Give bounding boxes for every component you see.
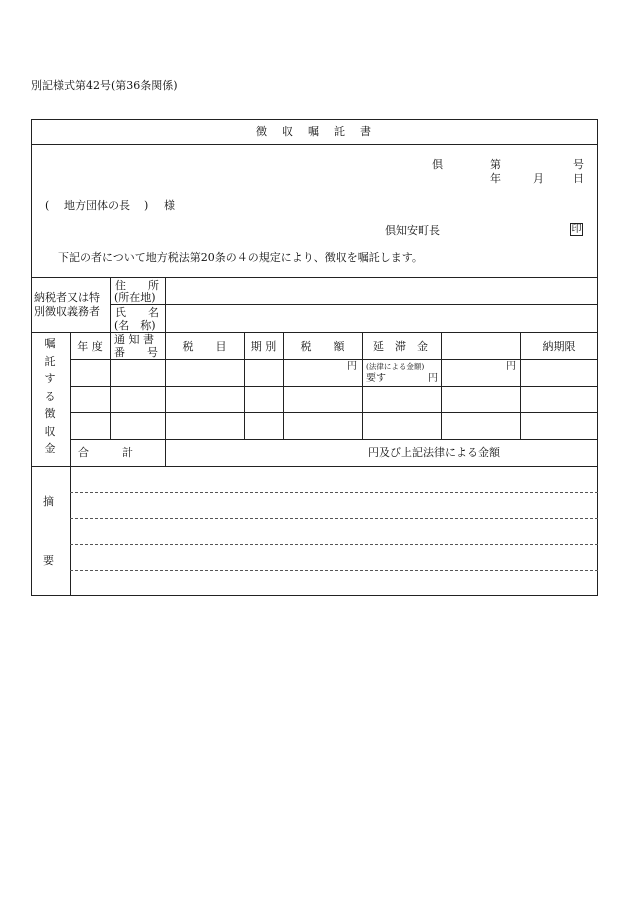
dai-char: 第	[490, 158, 501, 171]
form-title: 徴 収 嘱 託 書	[256, 125, 373, 138]
left-label-column-divider	[70, 332, 71, 596]
side-char-4: る	[44, 389, 56, 403]
side-char-3: す	[44, 372, 56, 385]
row-divider-header	[70, 359, 598, 360]
taxpayer-label-line1: 納税者又は特	[34, 291, 100, 304]
remarks-line-4	[70, 570, 598, 571]
col-header-tax-item: 税 目	[182, 340, 227, 353]
addressee-close-paren: )	[144, 199, 149, 212]
remarks-label-top: 摘	[43, 495, 54, 508]
side-char-7: 金	[44, 442, 56, 455]
col-header-late-fee: 延 滞 金	[373, 340, 428, 353]
seal-char: 印	[571, 223, 582, 235]
col-header-tax-amount: 税 額	[300, 340, 345, 353]
form-code: 別記様式第42号(第36条関係)	[31, 79, 178, 92]
header-divider	[31, 277, 598, 278]
col-header-notice-line1: 通 知 書	[114, 333, 154, 346]
remarks-line-2	[70, 518, 598, 519]
col-header-due-date: 納期限	[542, 340, 576, 353]
blank-col-yen: 円	[506, 361, 516, 372]
total-label: 合 計	[78, 446, 133, 459]
row-divider-1	[70, 386, 598, 387]
year-char: 年	[490, 172, 501, 185]
seal-box	[570, 223, 583, 236]
place-char: 倶	[432, 158, 443, 171]
col-header-notice-line2: 番 号	[114, 346, 158, 359]
address-label-line1: 住 所	[115, 279, 159, 292]
col-header-year: 年 度	[77, 340, 103, 353]
side-char-2: 託	[44, 354, 56, 368]
side-char-5: 徴	[44, 407, 56, 420]
entrust-statement: 下記の者について地方税法第20条の４の規定により、徴収を嘱託します。	[58, 251, 423, 264]
addressee-placeholder: 地方団体の長	[64, 199, 130, 212]
addressee-sama: 様	[164, 199, 175, 212]
day-char: 日	[573, 172, 584, 185]
addressee-open-paren: (	[45, 199, 50, 212]
go-char: 号	[573, 158, 584, 171]
taxpayer-label-line2: 別徴収義務者	[34, 305, 100, 318]
taxpayer-hdivider	[110, 304, 598, 305]
total-bottom-divider	[31, 466, 598, 467]
sender-name: 倶知安町長	[385, 224, 440, 237]
row-divider-3	[70, 439, 598, 440]
entrusted-side-label	[43, 338, 57, 454]
title-divider	[31, 144, 598, 145]
total-text: 円及び上記法律による金額	[368, 446, 500, 459]
law-amount-note: (法律による金額)	[366, 362, 425, 371]
yosu-note: 要す	[366, 373, 386, 384]
col-divider-notice	[165, 332, 166, 466]
side-char-1: 嘱	[44, 337, 56, 350]
tax-amount-yen: 円	[347, 361, 357, 372]
remarks-line-1	[70, 492, 598, 493]
name-label-line2: (名 称)	[114, 319, 156, 332]
side-char-6: 収	[44, 424, 56, 438]
late-fee-yen: 円	[428, 373, 438, 384]
row-divider-2	[70, 412, 598, 413]
name-label-line1: 氏 名	[115, 306, 159, 319]
remarks-label-bottom: 要	[43, 554, 54, 567]
col-header-period: 期 別	[250, 340, 277, 353]
remarks-line-3	[70, 544, 598, 545]
address-label-line2: (所在地)	[114, 291, 156, 304]
month-char: 月	[533, 172, 544, 185]
